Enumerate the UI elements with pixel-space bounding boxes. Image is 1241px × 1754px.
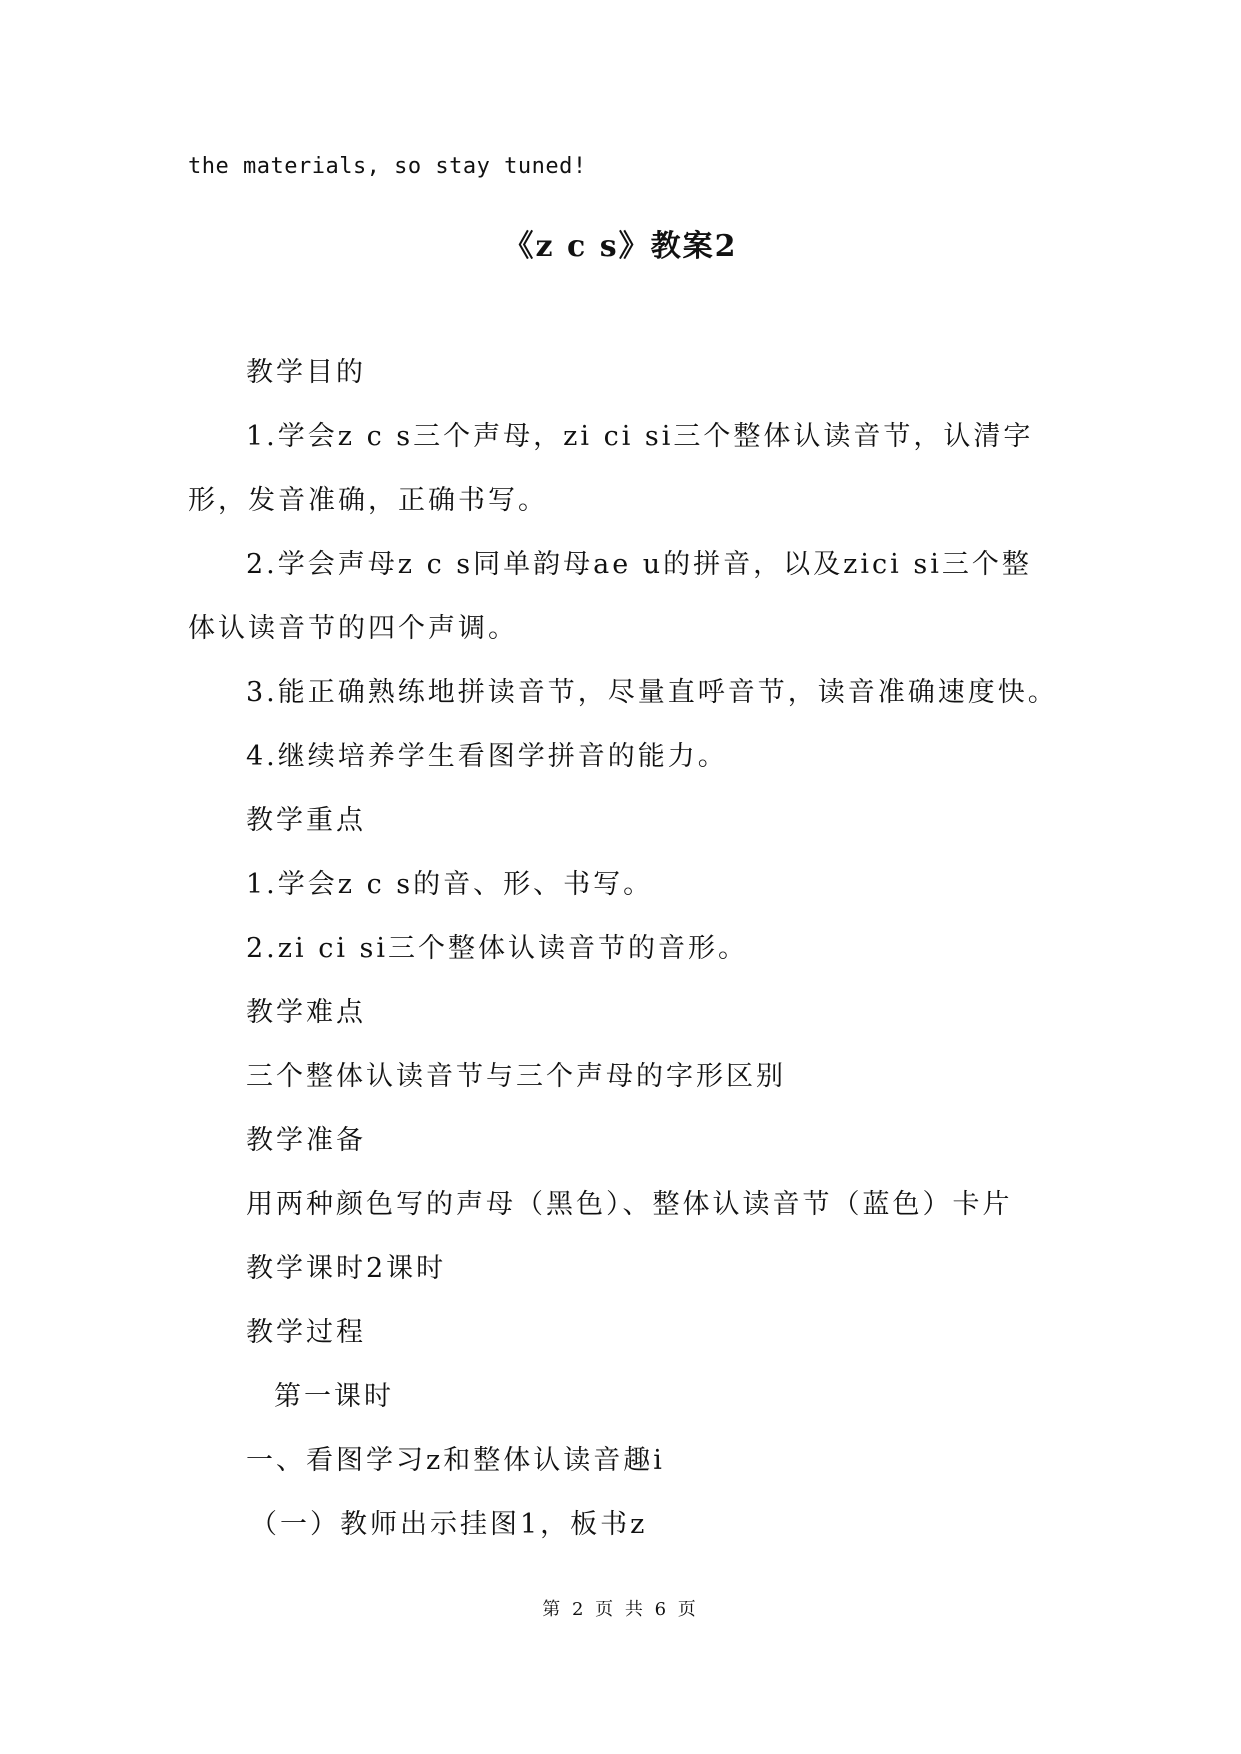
heading-objectives: 教学目的	[246, 357, 366, 388]
heading-preparation: 教学准备	[246, 1125, 366, 1156]
subheading-first-lesson: 第一课时	[274, 1381, 394, 1412]
paragraph-line: 1.学会z c s的音、形、书写。	[246, 869, 654, 900]
paragraph-line: 3.能正确熟练地拼读音节，尽量直呼音节，读音准确速度快。	[246, 677, 1058, 708]
paragraph-line: 2.zi ci si三个整体认读音节的音形。	[246, 933, 749, 964]
heading-difficulties: 教学难点	[246, 997, 366, 1028]
heading-key-points: 教学重点	[246, 805, 366, 836]
paragraph-line: 一、看图学习z和整体认读音趣i	[246, 1445, 665, 1476]
paragraph-line: 体认读音节的四个声调。	[188, 613, 518, 644]
heading-process: 教学过程	[246, 1317, 366, 1348]
paragraph-line: 2.学会声母z c s同单韵母ae u的拼音，以及zici si三个整	[246, 549, 1032, 580]
paragraph-line: 形，发音准确，正确书写。	[188, 485, 548, 516]
paragraph-line: 三个整体认读音节与三个声母的字形区别	[246, 1061, 786, 1092]
paragraph-line: 4.继续培养学生看图学拼音的能力。	[246, 741, 728, 772]
page-footer: 第 2 页 共 6 页	[542, 1599, 699, 1620]
paragraph-line: 教学课时2课时	[246, 1253, 447, 1284]
paragraph-line: 1.学会z c s三个声母，zi ci si三个整体认读音节，认清字	[246, 421, 1034, 452]
carryover-text: the materials, so stay tuned!	[188, 154, 587, 179]
paragraph-line: 用两种颜色写的声母（黑色）、整体认读音节（蓝色）卡片	[246, 1189, 1013, 1220]
paragraph-line: （一）教师出示挂图1，板书z	[250, 1509, 648, 1540]
document-title: 《z c s》教案2	[503, 229, 738, 264]
